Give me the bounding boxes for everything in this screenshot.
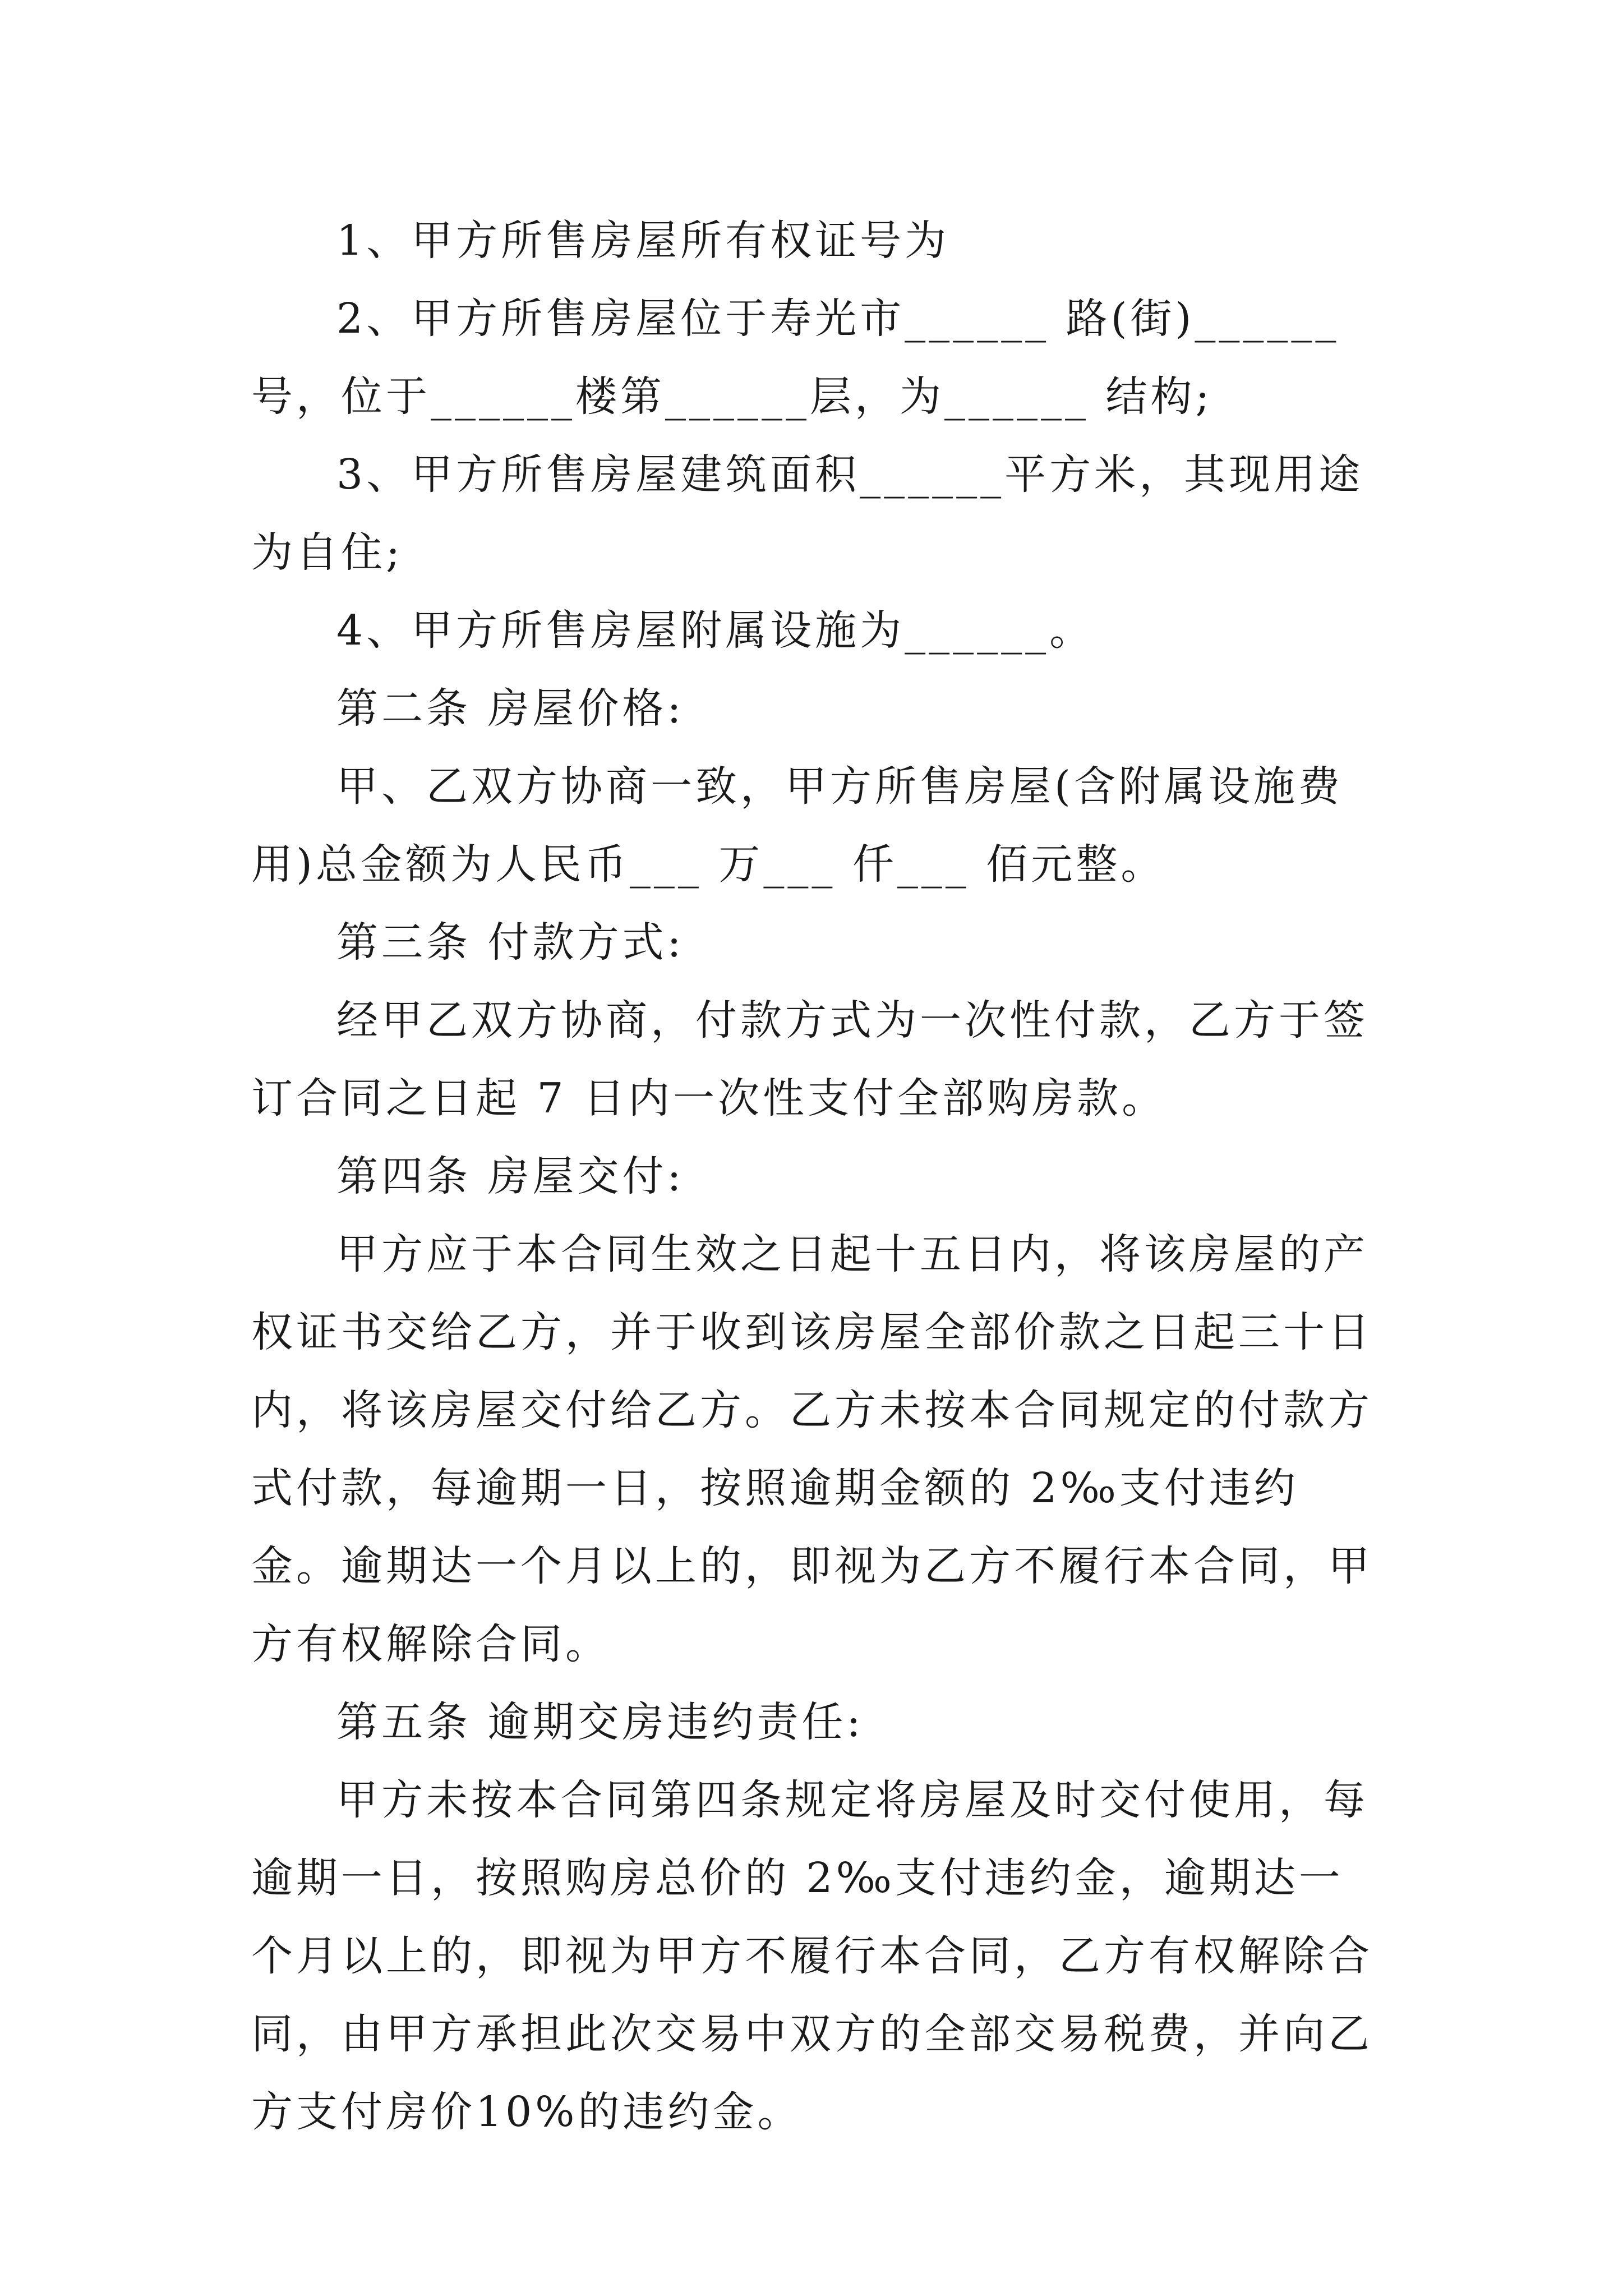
clause-3-area: 3、甲方所售房屋建筑面积______平方米，其现用途为自住; <box>251 450 1364 577</box>
article-2-body: 甲、乙双方协商一致，甲方所售房屋(含附属设施费用)总金额为人民币___ 万___ 仟___ 佰元整。 <box>251 762 1343 889</box>
article-3-heading: 第三条 付款方式: <box>336 918 685 967</box>
article-4-body: 甲方应于本合同生效之日起十五日内，将该房屋的产权证书交给乙方，并于收到该房屋全部价款之日起三十日内，将该房屋交付给乙方。乙方未按本合同规定的付款方式付款，每逾期一日，按照逾期金额的 2‰支付违约金。逾期达一个月以上的，即视为乙方不履行本合同，甲方有权解除合同。 <box>251 1230 1373 1668</box>
clause-2-location: 2、甲方所售房屋位于寿光市______ 路(街)______ 号，位于______楼第______层，为______ 结构; <box>251 295 1356 421</box>
article-4-heading: 第四条 房屋交付: <box>336 1152 685 1200</box>
article-3-body: 经甲乙双方协商，付款方式为一次性付款，乙方于签订合同之日起 7 日内一次性支付全部购房款。 <box>251 996 1368 1122</box>
clause-1-ownership-certificate: 1、甲方所售房屋所有权证号为 <box>336 217 950 265</box>
article-5-body: 甲方未按本合同第四条规定将房屋及时交付使用，每逾期一日，按照购房总价的 2‰支付违约金，逾期达一个月以上的，即视为甲方不履行本合同，乙方有权解除合同，由甲方承担此次交易中双方的全部交易税费，并向乙方支付房价10%的违约金。 <box>251 1776 1373 2136</box>
article-5-heading: 第五条 逾期交房违约责任: <box>336 1698 864 1746</box>
article-2-heading: 第二条 房屋价格: <box>336 684 685 733</box>
document-body <box>251 202 1384 2151</box>
clause-4-facilities: 4、甲方所售房屋附属设施为______。 <box>336 606 1095 655</box>
